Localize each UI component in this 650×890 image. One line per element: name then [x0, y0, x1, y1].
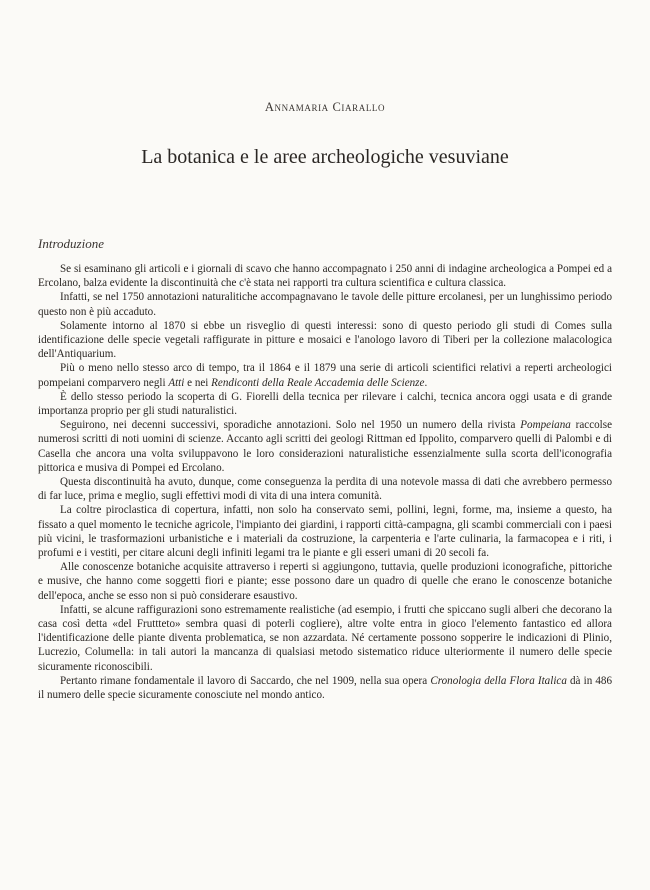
paragraph: Se si esaminano gli articoli e i giornali di scavo che hanno accompagnato i 250 anni di indagine archeologica a Pompei ed a Ercolano, balza evidente la discontinuità che c'è stata nei rapporti tra cultura scientifica e cultura classica.	[38, 263, 612, 290]
article-title: La botanica e le aree archeologiche vesuviane	[141, 146, 509, 168]
section-heading: Introduzione	[38, 236, 104, 251]
paragraph: È dello stesso periodo la scoperta di G. Fiorelli della tecnica per rilevare i calchi, tecnica ancora oggi usata e di grande importanza proprio per gli studi naturalistici.	[38, 390, 612, 418]
book-title: Cronologia della Flora Italica	[430, 674, 567, 687]
author-name: Annamaria Ciarallo	[264, 100, 386, 114]
paragraph: Alle conoscenze botaniche acquisite attraverso i reperti si aggiungono, tuttavia, quelle produzioni iconografiche, pittoriche e musive, che hanno come soggetti fiori e piante; esse possono dare un quadro di quelle che erano le conoscenze botaniche dell'epoca, anche se esso non si può considerare esaustivo.	[38, 561, 612, 602]
paragraph: Questa discontinuità ha avuto, dunque, come conseguenza la perdita di una notevole massa di dati che avrebbero permesso di far luce, prima e meglio, sugli effettivi modi di vita di una intera comunità.	[38, 476, 612, 503]
journal-title: Rendiconti della Reale Accademia delle Scienze	[211, 376, 425, 389]
paragraph: Più o meno nello stesso arco di tempo, tra il 1864 e il 1879 una serie di articoli scientifici relativi a reperti archeologici pompeiani comparvero negli Atti e nei Rendiconti della Reale Accademia delle Scienze.	[38, 362, 612, 389]
paragraph: Infatti, se nel 1750 annotazioni naturalitiche accompagnavano le tavole delle pitture ercolanesi, per un lunghissimo periodo questo non è più accaduto.	[38, 291, 612, 318]
journal-title: Atti	[168, 376, 185, 389]
paragraph: Seguirono, nei decenni successivi, sporadiche annotazioni. Solo nel 1950 un numero della rivista Pompeiana raccolse numerosi scritti di noti uomini di scienze. Accanto agli scritti dei geologi Rittman ed Ippolito, comparvero quelli di Palombi e di Casella che ancora una volta sviluppavono le loro considerazioni naturalistiche essenzialmente sulla scorta dell'iconografia pittorica e musiva di Pompei ed Ercolano.	[38, 419, 612, 474]
paragraph: Pertanto rimane fondamentale il lavoro di Saccardo, che nel 1909, nella sua opera Cronologia della Flora Italica dà in 486 il numero delle specie sicuramente conosciute nel mondo antico.	[38, 674, 613, 702]
paragraph: La coltre piroclastica di copertura, infatti, non solo ha conservato semi, pollini, legni, forme, ma, insieme a questo, ha fissato a quel momento le tecniche agricole, l'impianto dei giardini, i rapporti città-campagna, gli scambi commerciali con i paesi più vicini, le trasformazioni urbanistiche e i materiali da costruzione, la carpenteria e l'arte culinaria, la farmacopea e i riti, i profumi e i vestiti, per citare alcuni degli infiniti legami tra le piante e gli esseri umani di 20 secoli fa.	[38, 504, 612, 560]
paragraph: Solamente intorno al 1870 si ebbe un risveglio di questi interessi: sono di questo periodo gli studi di Comes sulla identificazione delle specie vegetali raffigurate in pitture e mosaici e l'anologo lavoro di Tiberi per la collezione malacologica dell'Antiquarium.	[38, 319, 612, 361]
journal-title: Pompeiana	[520, 419, 571, 432]
paragraph: Infatti, se alcune raffigurazioni sono estremamente realistiche (ad esempio, i frutti che spiccano sugli alberi che decorano la casa così detta «del Fruttteto» sembra quasi di poterli cogliere), altre volte entra in gioco l'elemento fantastico ed allora l'identificazione delle piante diventa problematica, se non azzardata. Né certamente possono sopperire le indicazioni di Plinio, Lucrezio, Columella: in tali autori la mancanza di qualsiasi metodo sistematico riduce ulteriormente il numero delle specie sicuramente riconoscibili.	[38, 603, 612, 673]
article-body	[38, 262, 612, 702]
